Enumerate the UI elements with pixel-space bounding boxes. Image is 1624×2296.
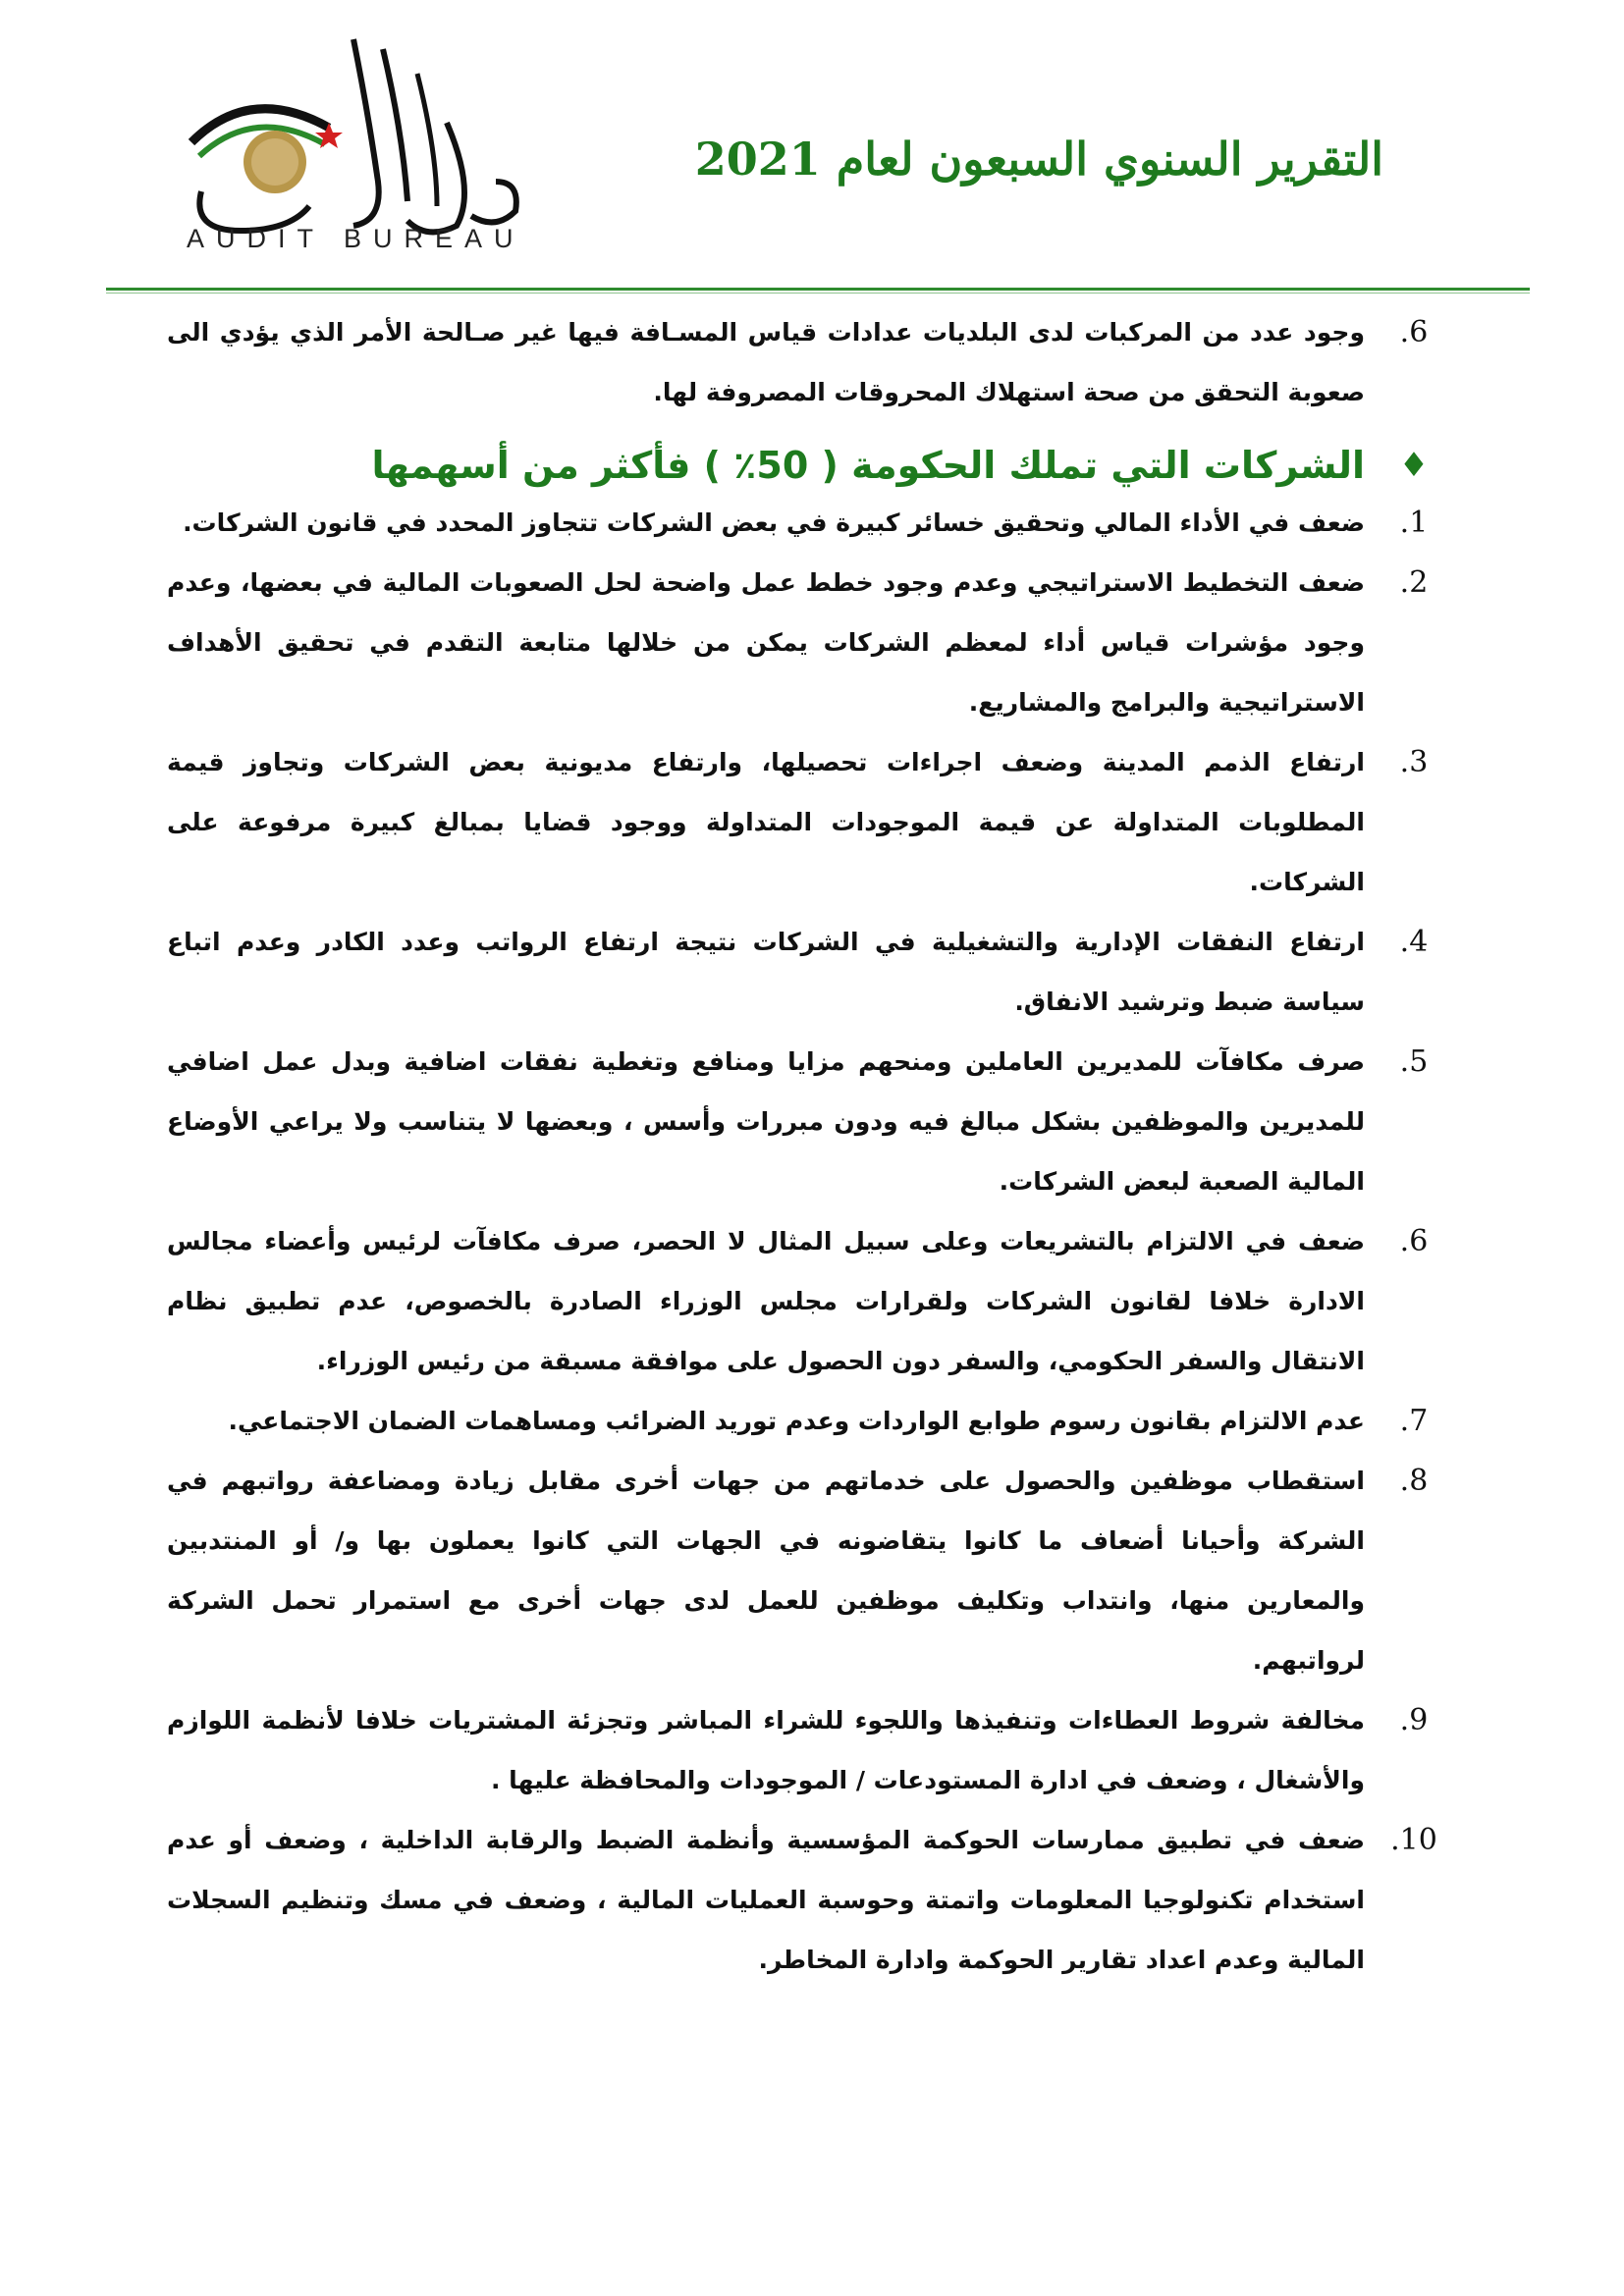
header-divider-thin	[106, 293, 1530, 294]
item-text: ضعف التخطيط الاستراتيجي وعدم وجود خطط عمل واضحة لحل الصعوبات المالية في بعضها، وعدم وجود مؤشرات قياس أداء لمعظم الشركات يمكن من خلالها متابعة التقدم في تحقيق الأهداف الاستراتيجية والبرامج والمشاريع.	[167, 568, 1365, 717]
item-number: 1.	[1399, 506, 1429, 540]
item-text: ارتفاع الذمم المدينة وضعف اجراءات تحصيلها، وارتفاع مديونية بعض الشركات وتجاوز قيمة المطلوبات المتداولة عن قيمة الموجودات المتداولة ووجود قضايا بمبالغ كبيرة مرفوعة على الشركات.	[167, 748, 1365, 896]
logo-english-text: AUDIT BUREAU	[187, 224, 525, 253]
item-text: عدم الالتزام بقانون رسوم طوابع الواردات وعدم توريد الضرائب ومساهمات الضمان الاجتماعي.	[228, 1407, 1365, 1435]
item-text: مخالفة شروط العطاءات وتنفيذها واللجوء للشراء المباشر وتجزئة المشتريات خلافا لأنظمة اللوازم والأشغال ، وضعف في ادارة المستودعات / الموجودات والمحافظة عليها .	[167, 1706, 1365, 1794]
list-item	[167, 1810, 1463, 1990]
list-item	[167, 1032, 1463, 1211]
list-item	[167, 302, 1463, 422]
item-text: ارتفاع النفقات الإدارية والتشغيلية في الشركات نتيجة ارتفاع الرواتب وعدد الكادر وعدم اتباع سياسة ضبط وترشيد الانفاق.	[167, 928, 1365, 1016]
item-number: 5.	[1399, 1044, 1429, 1079]
document-body	[167, 302, 1463, 1990]
item-number: 9.	[1399, 1703, 1429, 1737]
item-number: 4.	[1399, 925, 1429, 959]
item-text: استقطاب موظفين والحصول على خدماتهم من جهات أخرى مقابل زيادة ومضاعفة رواتبهم في الشركة وأحيانا أضعاف ما كانوا يتقاضونه في الجهات التي كانوا يعملون بها و/ أو المنتدبين والمعارين منها، وانتداب وتكليف موظفين للعمل لدى جهات أخرى مع استمرار تحمل الشركة لرواتبهم.	[167, 1467, 1365, 1675]
audit-bureau-logo	[182, 34, 555, 255]
item-number: 6.	[1399, 315, 1429, 349]
section-heading	[167, 444, 1463, 487]
item-number: 10.	[1390, 1823, 1437, 1857]
item-number: 6.	[1399, 1224, 1429, 1258]
item-text: ضعف في الالتزام بالتشريعات وعلى سبيل المثال لا الحصر، صرف مكافآت لرئيس وأعضاء مجالس الادارة خلافا لقانون الشركات ولقرارات مجلس الوزراء الصادرة بالخصوص، عدم تطبيق نظام الانتقال والسفر الحكومي، والسفر دون الحصول على موافقة مسبقة من رئيس الوزراء.	[167, 1227, 1365, 1375]
list-item	[167, 493, 1463, 553]
list-item	[167, 912, 1463, 1032]
findings-list	[167, 493, 1463, 1990]
item-text: ضعف في تطبيق ممارسات الحوكمة المؤسسية وأنظمة الضبط والرقابة الداخلية ، وضعف أو عدم استخدام تكنولوجيا المعلومات واتمتة وحوسبة العمليات المالية ، وضعف في مسك وتنظيم السجلات المالية وعدم اعداد تقارير الحوكمة وادارة المخاطر.	[167, 1826, 1365, 1974]
list-item	[167, 1211, 1463, 1391]
item-text: وجود عدد من المركبات لدى البلديات عدادات قياس المسـافة فيها غير صـالحة الأمر الذي يؤدي الى صعوبة التحقق من صحة استهلاك المحروقات المصروفة لها.	[167, 318, 1365, 406]
item-number: 2.	[1399, 565, 1429, 600]
list-item	[167, 1451, 1463, 1690]
item-number: 8.	[1399, 1464, 1429, 1498]
list-item	[167, 553, 1463, 732]
header-divider	[106, 288, 1530, 291]
section-heading-text: الشركات التي تملك الحكومة ( 50٪ ) فأكثر من أسهمها	[371, 444, 1365, 487]
report-title: التقرير السنوي السبعون لعام 2021	[694, 133, 1383, 186]
item-number: 3.	[1399, 745, 1429, 779]
list-item	[167, 1690, 1463, 1810]
item-text: ضعف في الأداء المالي وتحقيق خسائر كبيرة في بعض الشركات تتجاوز المحدد في قانون الشركات.	[183, 508, 1365, 537]
item-text: صرف مكافآت للمديرين العاملين ومنحهم مزايا ومنافع وتغطية نفقات اضافية وبدل عمل اضافي للمديرين والموظفين بشكل مبالغ فيه ودون مبررات وأسس ، وبعضها لا يتناسب ولا يراعي الأوضاع المالية الصعبة لبعض الشركات.	[167, 1047, 1365, 1196]
diamond-bullet-icon: ♦	[1398, 446, 1430, 485]
list-item	[167, 1391, 1463, 1451]
list-item	[167, 732, 1463, 912]
item-number: 7.	[1399, 1404, 1429, 1438]
